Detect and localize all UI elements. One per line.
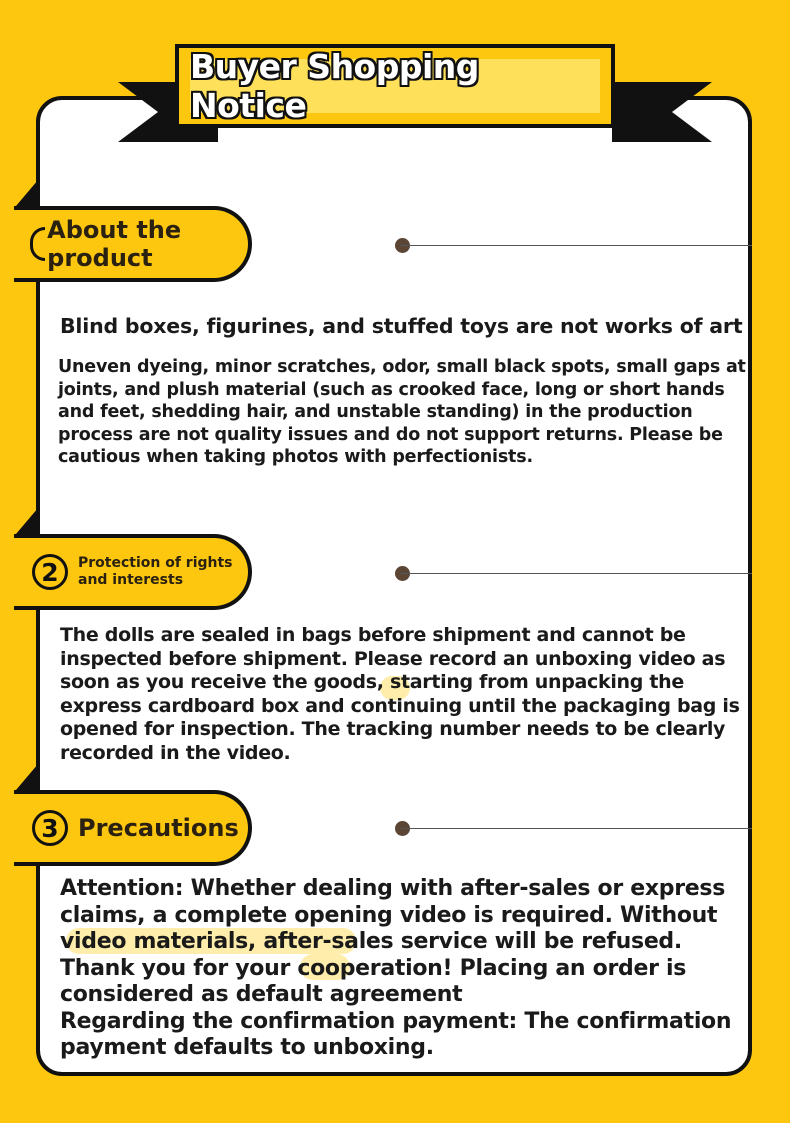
section-tab-precautions <box>14 790 252 866</box>
divider-line <box>400 245 752 246</box>
tab-fold <box>16 764 38 790</box>
page-title: Buyer Shopping Notice <box>190 47 479 125</box>
divider-line <box>400 828 752 829</box>
section-body-text: Attention: Whether dealing with after-sales or express claims, a complete opening video is required. Without video materials, after-sales service will be refused. Thank you for your cooperation! Placing an order is considered as default agreement <box>60 876 725 1007</box>
section-body-text: Uneven dyeing, minor scratches, odor, small black spots, small gaps at joints, and plush material (such as crooked face, long or short hands and feet, shedding hair, and unstable standing) in the production process are not quality issues and do not support returns. Please be cautious when taking photos with perfectionists. <box>58 357 746 467</box>
section-tab-about-product <box>14 206 252 282</box>
section-label: Precautions <box>78 814 239 842</box>
section-body-text: The dolls are sealed in bags before shipment and cannot be inspected before shipment. Please record an unboxing video as soon as you receive the goods, starting from unpacking the express cardboard box and continuing until the packaging bag is opened for inspection. The tracking number needs to be clearly recorded in the video. <box>60 624 740 764</box>
section-number: 2 <box>32 554 68 590</box>
tab-fold <box>16 508 38 534</box>
section-body <box>60 624 750 765</box>
section-body <box>58 356 748 469</box>
section-body <box>60 876 760 1062</box>
title-ribbon <box>175 44 615 128</box>
section-label: About the product <box>47 216 182 272</box>
section-body-text-2: Regarding the confirmation payment: The confirmation payment defaults to unboxing. <box>60 1008 732 1060</box>
section-number: 3 <box>32 810 68 846</box>
tab-arc-icon <box>30 227 45 261</box>
divider-line <box>400 573 752 574</box>
tab-fold <box>16 180 38 206</box>
section-label: Protection of rights and interests <box>78 555 233 588</box>
section-heading: Blind boxes, figurines, and stuffed toys are not works of art <box>60 314 743 338</box>
section-tab-rights <box>14 534 252 610</box>
ribbon-tail-right <box>612 82 712 142</box>
title-ribbon-inner <box>190 47 600 125</box>
